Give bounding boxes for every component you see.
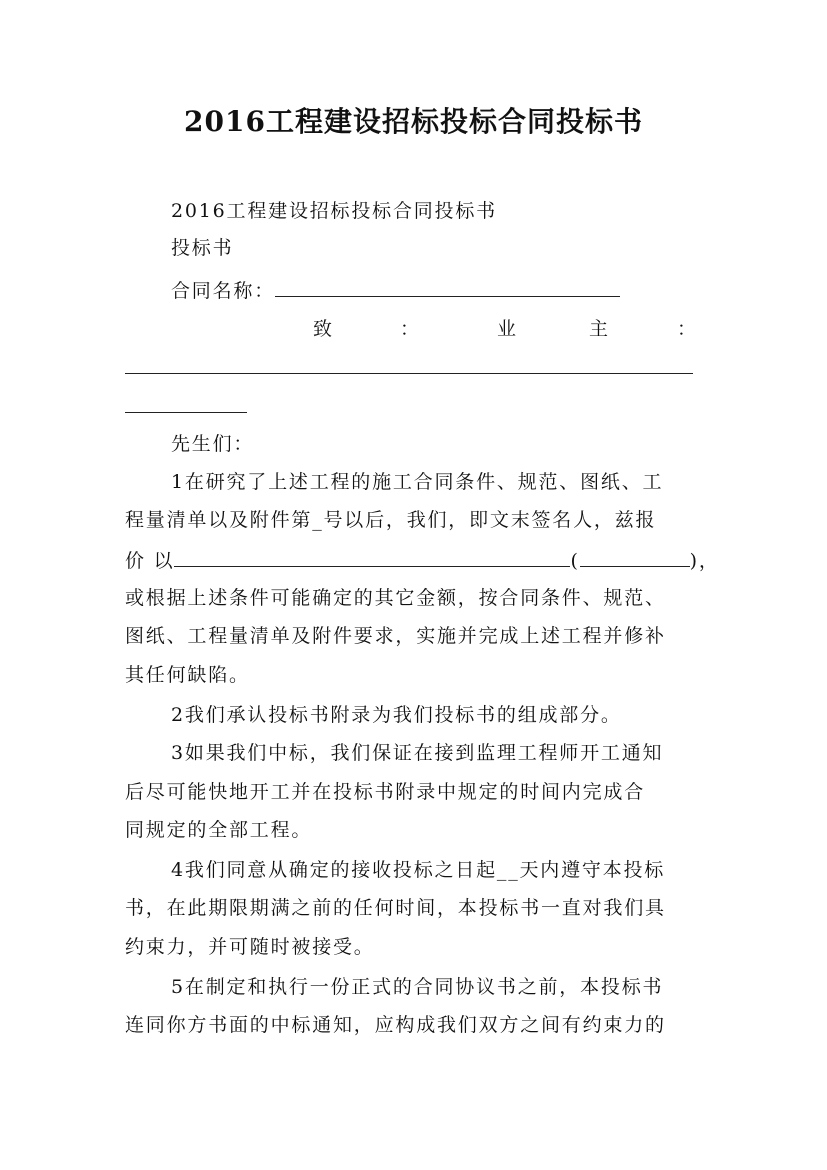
owner-blank-line-2 bbox=[125, 412, 247, 413]
para5-line1: 5在制定和执行一份正式的合同协议书之前，本投标书 bbox=[171, 976, 664, 998]
owner-blank-line-1 bbox=[125, 373, 693, 374]
document-title: 2016工程建设招标投标合同投标书 bbox=[184, 105, 643, 138]
para3-line1: 3如果我们中标，我们保证在接到监理工程师开工通知 bbox=[171, 742, 664, 764]
para1-line4: 或根据上述条件可能确定的其它金额，按合同条件、规范、 bbox=[125, 587, 666, 609]
heading-tender: 投标书 bbox=[171, 237, 234, 259]
price-blank bbox=[174, 544, 570, 567]
para2-line1: 2我们承认投标书附录为我们投标书的组成部分。 bbox=[171, 704, 622, 726]
para5-line2: 连同你方书面的中标通知，应构成我们双方之间有约束力的 bbox=[125, 1014, 666, 1036]
para4-line1: 4我们同意从确定的接收投标之日起__天内遵守本投标 bbox=[171, 859, 666, 881]
para3-line2: 后尽可能快地开工并在投标书附录中规定的时间内完成合 bbox=[125, 781, 646, 803]
to-char-2: ： bbox=[400, 318, 420, 340]
to-char-5: ： bbox=[677, 318, 697, 340]
paren-open: ( bbox=[570, 550, 580, 572]
para1-line6: 其任何缺陷。 bbox=[125, 664, 250, 686]
price-label: 价 以 bbox=[125, 550, 175, 572]
salutation: 先生们： bbox=[171, 433, 255, 455]
para4-line3: 约束力，并可随时被接受。 bbox=[125, 936, 375, 958]
para3-line3: 同规定的全部工程。 bbox=[125, 819, 313, 841]
para1-line3 bbox=[125, 544, 720, 576]
para4-line2: 书，在此期限期满之前的任何时间，本投标书一直对我们具 bbox=[125, 897, 666, 919]
price-words-blank bbox=[580, 544, 690, 567]
contract-name-blank bbox=[275, 274, 620, 297]
para1-line5: 图纸、工程量清单及附件要求，实施并完成上述工程并修补 bbox=[125, 625, 666, 647]
to-char-1: 致 bbox=[313, 318, 333, 340]
to-char-3: 业 bbox=[497, 318, 517, 340]
contract-name-label: 合同名称： bbox=[171, 280, 276, 302]
to-char-4: 主 bbox=[589, 318, 609, 340]
contract-name-row bbox=[171, 274, 711, 306]
para1-line2: 程量清单以及附件第_号以后，我们，即文末签名人，兹报 bbox=[125, 509, 657, 531]
para1-line1: 1在研究了上述工程的施工合同条件、规范、图纸、工 bbox=[171, 471, 664, 493]
paren-close: )， bbox=[689, 550, 720, 572]
subtitle: 2016工程建设招标投标合同投标书 bbox=[171, 200, 497, 222]
